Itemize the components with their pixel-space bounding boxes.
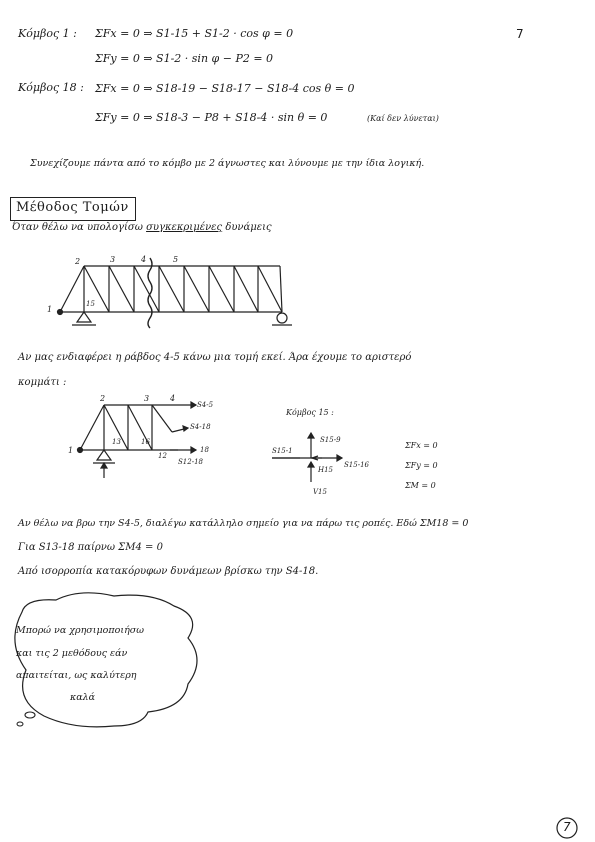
node18-note: (Καί δεν λύνεται) xyxy=(367,114,439,123)
continue-text: Συνεχίζουμε πάντα από το κόμβο με 2 άγνωστες και λύνουμε με την ίδια λογική. xyxy=(30,158,425,169)
truss2-label-12: 12 xyxy=(158,452,167,460)
method-subtitle-underlined: συγκεκριμένες xyxy=(146,222,223,233)
node18-eq2: ΣFy = 0 ⇒ S18-3 − P8 + S18-4 · sin θ = 0 xyxy=(95,111,328,124)
truss2-label-16: 16 xyxy=(141,438,150,446)
truss1-label-5: 5 xyxy=(173,255,179,264)
truss1-label-3: 3 xyxy=(110,255,116,264)
truss2-label-4: 4 xyxy=(170,394,176,403)
node15-force-v15: V15 xyxy=(313,488,327,496)
node15-force-s151: S15-1 xyxy=(272,447,293,455)
section-text-line2: κομμάτι : xyxy=(18,377,67,388)
truss2-force-s418: S4-18 xyxy=(190,423,211,431)
node18-label: Κόμβος 18 : xyxy=(18,81,84,94)
node15-eq-m: ΣM = 0 xyxy=(405,481,436,490)
truss2-label-13: 13 xyxy=(112,438,121,446)
truss2-force-s1218: S12-18 xyxy=(178,458,203,466)
truss2-force-s45: S4-5 xyxy=(197,401,214,409)
cloud-line1: Μπορώ να χρησιμοποιήσω xyxy=(16,625,144,636)
conclusion-line2: Για S13-18 παίρνω ΣM4 = 0 xyxy=(18,542,163,553)
truss1-label-15: 15 xyxy=(86,300,95,308)
truss2-label-3: 3 xyxy=(144,394,150,403)
page-number-top: 7 xyxy=(516,27,524,41)
method-subtitle-post: δυνάμεις xyxy=(225,222,272,233)
cloud-line2: και τις 2 μεθόδους εάν xyxy=(16,648,128,659)
truss1-label-1: 1 xyxy=(47,305,53,314)
method-subtitle xyxy=(12,222,272,233)
cloud-line3: απαιτείται, ως καλύτερη xyxy=(16,670,137,681)
node15-force-s159: S15-9 xyxy=(320,436,341,444)
method-subtitle-pre: Όταν θέλω να υπολογίσω xyxy=(12,222,143,233)
truss1-label-2: 2 xyxy=(75,257,81,266)
node1-eq1: ΣFx = 0 ⇒ S1-15 + S1-2 · cos φ = 0 xyxy=(95,27,294,40)
conclusion-line1: Αν θέλω να βρω την S4-5, διαλέγω κατάλληλο σημείο για να πάρω τις ροπές. Εδώ ΣM18 = 0 xyxy=(18,518,469,529)
node15-force-h15: H15 xyxy=(318,466,334,474)
truss1-label-4: 4 xyxy=(141,255,147,264)
node1-label: Κόμβος 1 : xyxy=(18,27,77,40)
node18-eq1: ΣFx = 0 ⇒ S18-19 − S18-17 − S18-4 cos θ = 0 xyxy=(95,82,355,95)
section-text-line1: Αν μας ενδιαφέρει η ράβδος 4-5 κάνω μια τομή εκεί. Άρα έχουμε το αριστερό xyxy=(18,352,412,363)
method-title: Μέθοδος Τομών xyxy=(16,200,129,215)
conclusion-line3: Από ισορροπία κατακόρυφων δυνάμεων βρίσκω την S4-18. xyxy=(18,566,319,577)
truss2-label-2: 2 xyxy=(100,394,106,403)
node15-label: Κόμβος 15 : xyxy=(286,408,334,417)
node1-eq2: ΣFy = 0 ⇒ S1-2 · sin φ − P2 = 0 xyxy=(95,52,274,65)
cloud-line4: καλά xyxy=(70,692,96,703)
node15-force-s1516: S15-16 xyxy=(344,461,369,469)
truss2-label-18: 18 xyxy=(200,446,209,454)
page-number-bottom: 7 xyxy=(563,820,571,834)
truss2-label-1: 1 xyxy=(68,446,74,455)
node15-eq-fx: ΣFx = 0 xyxy=(405,441,438,450)
node15-eq-fy: ΣFy = 0 xyxy=(405,461,438,470)
